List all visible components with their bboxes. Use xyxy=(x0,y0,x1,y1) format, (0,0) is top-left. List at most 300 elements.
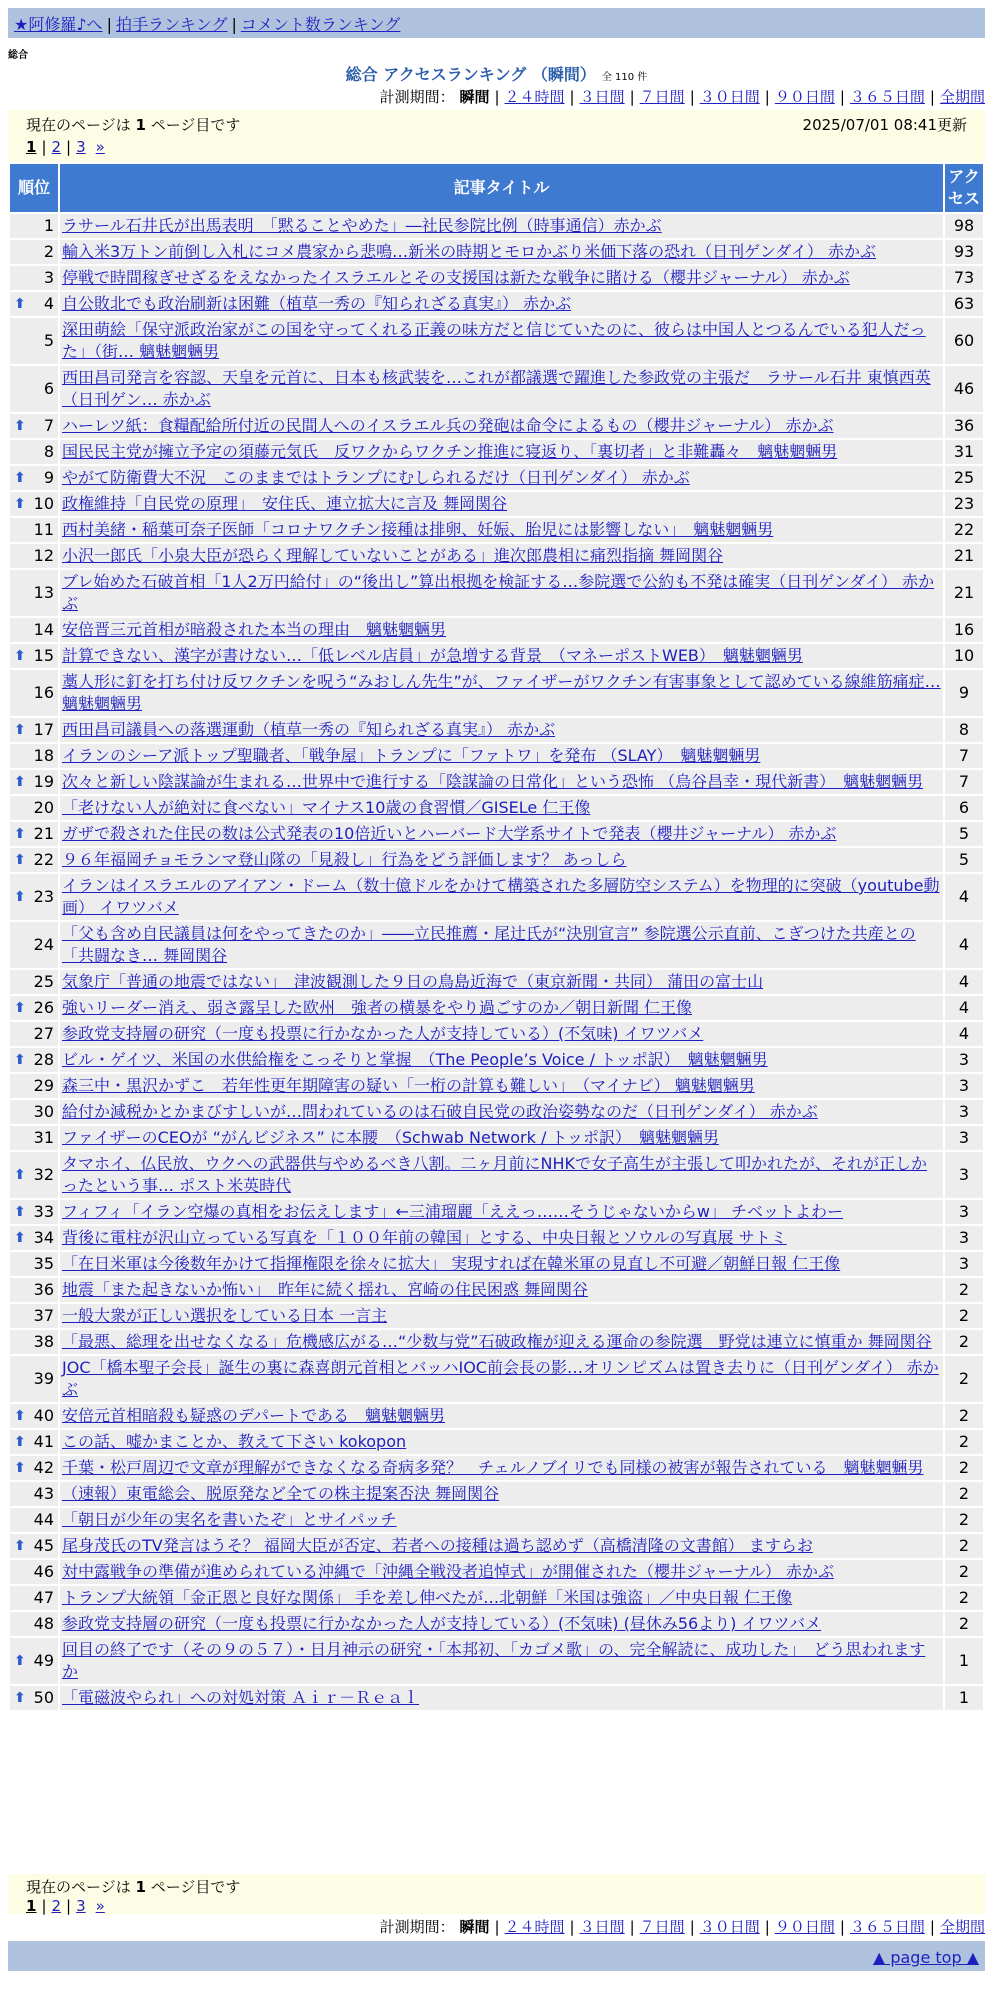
access-count: 3 xyxy=(945,1100,983,1124)
article-link[interactable]: 「在日米軍は今後数年かけて指揮権限を徐々に拡大」 実現すれば在韓米軍の見直し不可避／朝鮮日報 仁王像 xyxy=(62,1254,841,1273)
rank-number: 40 xyxy=(33,1406,54,1425)
table-header-row xyxy=(10,164,983,212)
period-link-90d[interactable]: ９０日間 xyxy=(774,1918,835,1936)
rank-number: 6 xyxy=(43,379,54,398)
rank-cell xyxy=(10,1686,58,1710)
article-link[interactable]: 自公敗北でも政治刷新は困難（植草一秀の『知られざる真実』） 赤かぶ xyxy=(62,294,572,313)
title-cell xyxy=(60,644,943,668)
title-cell xyxy=(60,1356,943,1402)
rank-cell xyxy=(10,292,58,316)
rank-number: 5 xyxy=(43,331,54,350)
ranking-table-body xyxy=(10,214,983,1710)
article-link[interactable]: 尾身茂氏のTV発言はうそ？ 福岡大臣が否定、若者への接種は過ち認めず（高橋清隆の文書館） ますらお xyxy=(62,1536,813,1555)
title-cell xyxy=(60,996,943,1020)
access-count: 7 xyxy=(945,770,983,794)
rank-cell xyxy=(10,1278,58,1302)
rank-cell xyxy=(10,1152,58,1198)
title-cell xyxy=(60,1534,943,1558)
rank-number: 9 xyxy=(43,468,54,487)
article-link[interactable]: 停戦で時間稼ぎせざるをえなかったイスラエルとその支援国は新たな戦争に賭ける（櫻井ジャーナル） 赤かぶ xyxy=(62,268,850,287)
title-cell xyxy=(60,544,943,568)
rank-number: 45 xyxy=(33,1536,54,1555)
rank-cell xyxy=(10,214,58,238)
rank-number: 47 xyxy=(33,1588,54,1607)
up-arrow-icon: ⬆ xyxy=(14,722,26,738)
access-count: 3 xyxy=(945,1252,983,1276)
rank-number: 12 xyxy=(33,546,54,565)
title-cell xyxy=(60,1252,943,1276)
access-count: 2 xyxy=(945,1404,983,1428)
rank-number: 41 xyxy=(33,1432,54,1451)
rank-cell xyxy=(10,1586,58,1610)
rank-number: 22 xyxy=(33,850,54,869)
title-cell xyxy=(60,266,943,290)
table-row xyxy=(10,1586,983,1610)
access-count: 73 xyxy=(945,266,983,290)
period-label: 計測期間： xyxy=(379,1918,455,1936)
table-row xyxy=(10,1456,983,1480)
title-cell xyxy=(60,718,943,742)
access-count: 4 xyxy=(945,1022,983,1046)
title-cell xyxy=(60,1404,943,1428)
rank-cell xyxy=(10,1100,58,1124)
rank-number: 27 xyxy=(33,1024,54,1043)
pager-link-2[interactable]: 2 xyxy=(51,138,62,156)
rank-cell xyxy=(10,970,58,994)
article-link[interactable]: 西村美緒・稲葉可奈子医師「コロナワクチン接種は排卵、妊娠、胎児には影響しない」 魑魅魍魎男 xyxy=(62,520,774,539)
rank-cell xyxy=(10,1482,58,1506)
access-count: 2 xyxy=(945,1356,983,1402)
table-row xyxy=(10,1430,983,1454)
pager-link-3[interactable]: 3 xyxy=(76,138,86,156)
article-link[interactable]: 千葉・松戸周辺で文章が理解ができなくなる奇病多発？ チェルノブイリでも同様の被害が報告されている 魑魅魍魎男 xyxy=(62,1458,924,1477)
rank-cell xyxy=(10,1508,58,1532)
nav-separator: | xyxy=(106,15,112,34)
title-cell xyxy=(60,1456,943,1480)
table-row xyxy=(10,466,983,490)
article-link[interactable]: 安倍晋三元首相が暗殺された本当の理由 魑魅魍魎男 xyxy=(62,620,447,639)
table-row xyxy=(10,1100,983,1124)
rank-cell xyxy=(10,570,58,616)
period-link-7d[interactable]: ７日間 xyxy=(639,1918,685,1936)
title-cell xyxy=(60,770,943,794)
article-link[interactable]: 地震「また起きないか怖い」 昨年に続く揺れ、宮崎の住民困惑 舞岡関谷 xyxy=(62,1280,589,1299)
rank-number: 35 xyxy=(33,1254,54,1273)
table-row xyxy=(10,1278,983,1302)
access-count: 22 xyxy=(945,518,983,542)
category-label: 総合 xyxy=(8,50,28,61)
title-cell xyxy=(60,1638,943,1684)
table-row xyxy=(10,970,983,994)
title-cell xyxy=(60,922,943,968)
rank-cell xyxy=(10,1226,58,1250)
article-link[interactable]: 計算できない、漢字が書けない…「低レベル店員」が急増する背景 （マネーポストWEB） 魑魅魍魎男 xyxy=(62,646,803,665)
table-row xyxy=(10,1404,983,1428)
rank-number: 44 xyxy=(33,1510,54,1529)
access-count: 2 xyxy=(945,1304,983,1328)
title-cell xyxy=(60,492,943,516)
rank-cell xyxy=(10,440,58,464)
access-count: 2 xyxy=(945,1330,983,1354)
article-link[interactable]: やがて防衛費大不況 このままではトランプにむしられるだけ（日刊ゲンダイ） 赤かぶ xyxy=(62,468,690,487)
table-row xyxy=(10,848,983,872)
rank-cell xyxy=(10,670,58,716)
up-arrow-icon: ⬆ xyxy=(14,1434,26,1450)
title-cell xyxy=(60,1686,943,1710)
article-link[interactable]: 国民民主党が擁立予定の須藤元気氏 反ワクからワクチン推進に寝返り、「裏切者」と非難轟々 魑魅魍魎男 xyxy=(62,442,838,461)
access-count: 2 xyxy=(945,1534,983,1558)
pager-current: 1 xyxy=(26,138,37,156)
rank-number: 39 xyxy=(33,1369,54,1388)
article-link[interactable]: 参政党支持層の研究（一度も投票に行かなかった人が支持している）(不気味) (昼休み56より) イワツバメ xyxy=(62,1614,822,1633)
rank-cell xyxy=(10,822,58,846)
table-row xyxy=(10,644,983,668)
title-cell xyxy=(60,1560,943,1584)
rank-number: 49 xyxy=(33,1651,54,1670)
title-cell xyxy=(60,570,943,616)
table-row xyxy=(10,670,983,716)
period-link-7d[interactable]: ７日間 xyxy=(639,88,685,106)
title-cell xyxy=(60,414,943,438)
title-cell xyxy=(60,1430,943,1454)
rank-number: 2 xyxy=(43,242,54,261)
table-row xyxy=(10,544,983,568)
rank-cell xyxy=(10,1612,58,1636)
access-count: 3 xyxy=(945,1200,983,1224)
access-count: 4 xyxy=(945,996,983,1020)
col-header-title: 記事タイトル xyxy=(60,164,943,212)
article-link[interactable]: ファイザーのCEOが “がんビジネス” に本腰 （Schwab Network / トッポ訳） 魑魅魍魎男 xyxy=(62,1128,719,1147)
access-count: 4 xyxy=(945,874,983,920)
rank-cell xyxy=(10,1126,58,1150)
period-link-90d[interactable]: ９０日間 xyxy=(774,88,835,106)
title-cell xyxy=(60,1126,943,1150)
article-link[interactable]: 「電磁波やられ」への対処対策 Ａｉｒ－Ｒｅａｌ xyxy=(62,1688,420,1707)
article-link[interactable]: 強いリーダー消え、弱さ露呈した欧州 強者の横暴をやり過ごすのか／朝日新聞 仁王像 xyxy=(62,998,693,1017)
article-link[interactable]: 安倍元首相暗殺も疑惑のデパートである 魑魅魍魎男 xyxy=(62,1406,446,1425)
rank-cell xyxy=(10,874,58,920)
rank-number: 24 xyxy=(33,935,54,954)
table-row xyxy=(10,1152,983,1198)
title-cell xyxy=(60,1048,943,1072)
pager-next[interactable]: » xyxy=(95,138,105,156)
table-row xyxy=(10,366,983,412)
access-count: 6 xyxy=(945,796,983,820)
rank-number: 46 xyxy=(33,1562,54,1581)
access-count: 1 xyxy=(945,1686,983,1710)
up-arrow-icon: ⬆ xyxy=(14,1000,26,1016)
up-arrow-icon: ⬆ xyxy=(14,1408,26,1424)
title-cell xyxy=(60,1022,943,1046)
article-link[interactable]: 藁人形に釘を打ち付け反ワクチンを呪う“みおしん先生”が、ファイザーがワクチン有害事象として認めている線維筋痛症… 魑魅魍魎男 xyxy=(62,672,941,713)
up-arrow-icon: ⬆ xyxy=(14,826,26,842)
table-row xyxy=(10,618,983,642)
table-row xyxy=(10,1482,983,1506)
article-link[interactable]: この話、嘘かまことか、教えて下さい kokopon xyxy=(62,1432,407,1451)
rank-cell xyxy=(10,1560,58,1584)
access-count: 2 xyxy=(945,1278,983,1302)
table-row xyxy=(10,492,983,516)
rank-number: 11 xyxy=(33,520,54,539)
up-arrow-icon: ⬆ xyxy=(14,1690,26,1706)
page-info-top xyxy=(8,110,985,162)
rank-cell xyxy=(10,996,58,1020)
article-link[interactable]: JOC「橋本聖子会長」誕生の裏に森喜朗元首相とバッハIOC前会長の影…オリンピズムは置き去りに（日刊ゲンダイ） 赤かぶ xyxy=(62,1358,939,1399)
access-count: 21 xyxy=(945,570,983,616)
rank-number: 34 xyxy=(33,1228,54,1247)
rank-number: 28 xyxy=(33,1050,54,1069)
nav-link-asyura[interactable]: ★阿修羅♪へ xyxy=(14,15,103,34)
table-row xyxy=(10,266,983,290)
article-link[interactable]: 次々と新しい陰謀論が生まれる…世界中で進行する「陰謀論の日常化」という恐怖 （烏谷昌幸・現代新書） 魑魅魍魎男 xyxy=(62,772,924,791)
article-link[interactable]: ラサール石井氏が出馬表明 「黙ることやめた」―社民参院比例（時事通信）赤かぶ xyxy=(62,216,662,235)
access-count: 21 xyxy=(945,544,983,568)
title-cell xyxy=(60,1074,943,1098)
article-link[interactable]: 深田萌絵「保守派政治家がこの国を守ってくれる正義の味方だと信じていたのに、彼らは中国人とつるんでいる犯人だった」（街… 魑魅魍魎男 xyxy=(62,320,926,361)
period-selector-bottom: 計測期間： 瞬間 | ２４時間 | ３日間 | ７日間 | ３０日間 | ９０日間 | ３６５日間 | 全期間 xyxy=(379,1918,985,1936)
rank-number: 20 xyxy=(33,798,54,817)
title-cell xyxy=(60,1330,943,1354)
table-row xyxy=(10,1534,983,1558)
up-arrow-icon: ⬆ xyxy=(14,496,26,512)
rank-cell xyxy=(10,1430,58,1454)
article-link[interactable]: 政権維持「自民党の原理」 安住氏、連立拡大に言及 舞岡関谷 xyxy=(62,494,508,513)
period-current: 瞬間 xyxy=(459,88,490,106)
table-row xyxy=(10,796,983,820)
access-count: 9 xyxy=(945,670,983,716)
period-link-365d[interactable]: ３６５日間 xyxy=(849,1918,925,1936)
up-arrow-icon: ⬆ xyxy=(14,1538,26,1554)
access-count: 4 xyxy=(945,922,983,968)
period-link-30d[interactable]: ３０日間 xyxy=(699,88,760,106)
rank-cell xyxy=(10,266,58,290)
access-count: 2 xyxy=(945,1508,983,1532)
access-count: 3 xyxy=(945,1226,983,1250)
rank-cell xyxy=(10,318,58,364)
table-row xyxy=(10,744,983,768)
rank-number: 17 xyxy=(33,720,54,739)
rank-number: 18 xyxy=(33,746,54,765)
table-row xyxy=(10,518,983,542)
period-link-24h[interactable]: ２４時間 xyxy=(504,88,565,106)
rank-number: 38 xyxy=(33,1332,54,1351)
ranking-title: 総合 アクセスランキング （瞬間） xyxy=(345,65,596,84)
article-link[interactable]: 回目の終了です（その９の５７）・日月神示の研究・「本邦初、「カゴメ歌」の、完全解読に、成功した」 どう思われますか xyxy=(62,1640,926,1681)
article-link[interactable]: トランプ大統領「金正恩と良好な関係」 手を差し伸べたが…北朝鮮「米国は強盗」／中央日報 仁王像 xyxy=(62,1588,793,1607)
article-link[interactable]: 西田昌司発言を容認、天皇を元首に、日本も核武装を…これが都議選で躍進した参政党の主張だ ラサール石井 東慎西英（日刊ゲン… 赤かぶ xyxy=(62,368,931,409)
table-row xyxy=(10,1330,983,1354)
title-cell xyxy=(60,1612,943,1636)
access-count: 5 xyxy=(945,848,983,872)
up-arrow-icon: ⬆ xyxy=(14,1653,26,1669)
access-count: 93 xyxy=(945,240,983,264)
period-link-365d[interactable]: ３６５日間 xyxy=(849,88,925,106)
article-link[interactable]: 参政党支持層の研究（一度も投票に行かなかった人が支持している）(不気味) イワツバメ xyxy=(62,1024,704,1043)
rank-number: 14 xyxy=(33,620,54,639)
footer-bar xyxy=(8,1941,985,1971)
title-cell xyxy=(60,874,943,920)
period-link-3d[interactable]: ３日間 xyxy=(579,1918,625,1936)
period-link-24h[interactable]: ２４時間 xyxy=(504,1918,565,1936)
article-link[interactable]: 対中露戦争の準備が進められている沖縄で「沖縄全戦没者追悼式」が開催された（櫻井ジャーナル） 赤かぶ xyxy=(62,1562,834,1581)
period-selector-top: 計測期間： 瞬間 | ２４時間 | ３日間 | ７日間 | ３０日間 | ９０日間 | ３６５日間 | 全期間 xyxy=(379,88,985,106)
title-cell xyxy=(60,1100,943,1124)
rank-number: 1 xyxy=(43,216,54,235)
rank-number: 43 xyxy=(33,1484,54,1503)
up-arrow-icon: ⬆ xyxy=(14,1204,26,1220)
rank-number: 26 xyxy=(33,998,54,1017)
title-cell xyxy=(60,970,943,994)
pager-link-3[interactable]: 3 xyxy=(76,1897,86,1915)
article-link[interactable]: フィフィ「イラン空爆の真相をお伝えします」←三浦瑠麗「ええっ……そうじゃないからw」 チベットよわー xyxy=(62,1202,844,1221)
article-link[interactable]: 「最悪、総理を出せなくなる」危機感広がる…“少数与党”石破政権が迎える運命の参院選 野党は連立に慎重か 舞岡関谷 xyxy=(62,1332,932,1351)
rank-number: 48 xyxy=(33,1614,54,1633)
rank-number: 32 xyxy=(33,1165,54,1184)
table-row xyxy=(10,440,983,464)
article-link[interactable]: 西田昌司議員への落選運動（植草一秀の『知られざる真実』） 赤かぶ xyxy=(62,720,556,739)
up-arrow-icon: ⬆ xyxy=(14,1460,26,1476)
period-link-all[interactable]: 全期間 xyxy=(939,88,985,106)
access-count: 7 xyxy=(945,744,983,768)
rank-number: 30 xyxy=(33,1102,54,1121)
rank-cell xyxy=(10,1534,58,1558)
rank-number: 50 xyxy=(33,1688,54,1707)
table-row xyxy=(10,1612,983,1636)
pager-next[interactable]: » xyxy=(95,1897,105,1915)
top-nav-bar xyxy=(8,8,985,38)
rank-cell xyxy=(10,1356,58,1402)
title-cell xyxy=(60,744,943,768)
nav-link-comment-ranking[interactable]: コメント数ランキング xyxy=(240,15,401,34)
table-row xyxy=(10,318,983,364)
rank-number: 3 xyxy=(43,268,54,287)
title-cell xyxy=(60,366,943,412)
rank-number: 42 xyxy=(33,1458,54,1477)
title-cell xyxy=(60,1586,943,1610)
col-header-rank: 順位 xyxy=(10,164,58,212)
nav-link-applause-ranking[interactable]: 拍手ランキング xyxy=(115,15,228,34)
access-count: 10 xyxy=(945,644,983,668)
rank-cell xyxy=(10,1252,58,1276)
up-arrow-icon: ⬆ xyxy=(14,889,26,905)
up-arrow-icon: ⬆ xyxy=(14,774,26,790)
updated-timestamp: 2025/07/01 08:41更新 xyxy=(802,116,967,134)
article-link[interactable]: 背後に電柱が沢山立っている写真を「１００年前の韓国」とする、中央日報とソウルの写真展 サトミ xyxy=(62,1228,787,1247)
rank-number: 15 xyxy=(33,646,54,665)
up-arrow-icon: ⬆ xyxy=(14,1052,26,1068)
article-link[interactable]: 「父も含め自民議員は何をやってきたのか」――立民推薦・尾辻氏が“決別宣言” 参院選公示直前、こぎつけた共産との「共闘なき… 舞岡関谷 xyxy=(62,924,916,965)
article-link[interactable]: ９６年福岡チョモランマ登山隊の「見殺し」行為をどう評価します？ あっしら xyxy=(62,850,627,869)
access-count: 2 xyxy=(945,1456,983,1480)
access-count: 23 xyxy=(945,492,983,516)
access-count: 36 xyxy=(945,414,983,438)
period-link-30d[interactable]: ３０日間 xyxy=(699,1918,760,1936)
table-row xyxy=(10,214,983,238)
title-cell xyxy=(60,440,943,464)
rank-cell xyxy=(10,644,58,668)
up-arrow-icon: ⬆ xyxy=(14,296,26,312)
article-link[interactable]: 「朝日が少年の実名を書いたぞ」とサイパッチ xyxy=(62,1510,397,1529)
total-count: 全 110 件 xyxy=(601,72,648,83)
access-count: 31 xyxy=(945,440,983,464)
table-row xyxy=(10,874,983,920)
period-current: 瞬間 xyxy=(459,1918,490,1936)
rank-cell xyxy=(10,544,58,568)
article-link[interactable]: 給付か減税かとかまびすしいが…問われているのは石破自民党の政治姿勢なのだ（日刊ゲンダイ） 赤かぶ xyxy=(62,1102,818,1121)
rank-number: 29 xyxy=(33,1076,54,1095)
access-count: 3 xyxy=(945,1126,983,1150)
table-row xyxy=(10,1252,983,1276)
article-link[interactable]: 気象庁「普通の地震ではない」 津波観測した９日の鳥島近海で（東京新聞・共同） 蒲田の富士山 xyxy=(62,972,764,991)
table-row xyxy=(10,996,983,1020)
table-row xyxy=(10,414,983,438)
title-cell xyxy=(60,292,943,316)
rank-cell xyxy=(10,240,58,264)
article-link[interactable]: 森三中・黒沢かずこ 若年性更年期障害の疑い「一桁の計算も難しい」 （マイナビ） 魑魅魍魎男 xyxy=(62,1076,755,1095)
access-count: 2 xyxy=(945,1482,983,1506)
article-link[interactable]: イランはイスラエルのアイアン・ドーム（数十億ドルをかけて構築された多層防空システム）を物理的に突破（youtube動画） イワツバメ xyxy=(62,876,940,917)
title-cell xyxy=(60,1278,943,1302)
title-cell xyxy=(60,240,943,264)
article-link[interactable]: ガザで殺された住民の数は公式発表の10倍近いとハーバード大学系サイトで発表（櫻井ジャーナル） 赤かぶ xyxy=(62,824,837,843)
period-link-3d[interactable]: ３日間 xyxy=(579,88,625,106)
article-link[interactable]: 輸入米3万トン前倒し入札にコメ農家から悲鳴…新米の時期とモロかぶり米価下落の恐れ（日刊ゲンダイ） 赤かぶ xyxy=(62,242,876,261)
period-link-all[interactable]: 全期間 xyxy=(939,1918,985,1936)
table-row xyxy=(10,1126,983,1150)
pager-link-2[interactable]: 2 xyxy=(51,1897,62,1915)
access-count: 8 xyxy=(945,718,983,742)
rank-number: 10 xyxy=(33,494,54,513)
access-count: 2 xyxy=(945,1560,983,1584)
article-link[interactable]: （速報）東電総会、脱原発など全ての株主提案否決 舞岡関谷 xyxy=(62,1484,500,1503)
table-row xyxy=(10,1226,983,1250)
col-header-access: アクセス xyxy=(945,164,983,212)
article-link[interactable]: 小沢一郎氏「小泉大臣が恐らく理解していないことがある」進次郎農相に痛烈指摘 舞岡関谷 xyxy=(62,546,724,565)
rank-cell xyxy=(10,414,58,438)
access-count: 25 xyxy=(945,466,983,490)
article-link[interactable]: 「老けない人が絶対に食べない」マイナス10歳の食習慣／GISELe 仁王像 xyxy=(62,798,591,817)
table-row xyxy=(10,1304,983,1328)
rank-number: 31 xyxy=(33,1128,54,1147)
article-link[interactable]: ブレ始めた石破首相「1人2万円給付」の“後出し”算出根拠を検証する…参院選で公約も不発は確実（日刊ゲンダイ） 赤かぶ xyxy=(62,572,935,613)
article-link[interactable]: イランのシーア派トップ聖職者、「戦争屋」トランプに「ファトワ」を発布 （SLAY） 魑魅魍魎男 xyxy=(62,746,761,765)
article-link[interactable]: タマホイ、仏民放、ウクへの武器供与やめるべき八割。二ヶ月前にNHKで女子高生が主張して叩かれたが、それが正しかったという事… ポスト米英時代 xyxy=(62,1154,928,1195)
rank-cell xyxy=(10,770,58,794)
up-arrow-icon: ⬆ xyxy=(14,1167,26,1183)
table-row xyxy=(10,1022,983,1046)
access-count: 60 xyxy=(945,318,983,364)
pager-current: 1 xyxy=(26,1897,37,1915)
table-row xyxy=(10,822,983,846)
access-count: 1 xyxy=(945,1638,983,1684)
title-cell xyxy=(60,1482,943,1506)
title-cell xyxy=(60,318,943,364)
article-link[interactable]: 一般大衆が正しい選択をしている日本 一言主 xyxy=(62,1306,388,1325)
article-link[interactable]: ハーレツ紙：食糧配給所付近の民間人へのイスラエル兵の発砲は命令によるもの（櫻井ジャーナル） 赤かぶ xyxy=(62,416,834,435)
page-top-link[interactable]: ▲ page top ▲ xyxy=(872,1948,979,1967)
current-page-text: 現在のページは 1 ページ目です xyxy=(26,1878,241,1896)
article-link[interactable]: ビル・ゲイツ、米国の水供給権をこっそりと掌握 （The People’s Voice / トッポ訳） 魑魅魍魎男 xyxy=(62,1050,768,1069)
access-count: 4 xyxy=(945,970,983,994)
rank-cell xyxy=(10,1048,58,1072)
up-arrow-icon: ⬆ xyxy=(14,418,26,434)
rank-number: 33 xyxy=(33,1202,54,1221)
rank-cell xyxy=(10,1330,58,1354)
access-count: 3 xyxy=(945,1074,983,1098)
table-row xyxy=(10,922,983,968)
access-count: 46 xyxy=(945,366,983,412)
page-title xyxy=(0,62,993,85)
